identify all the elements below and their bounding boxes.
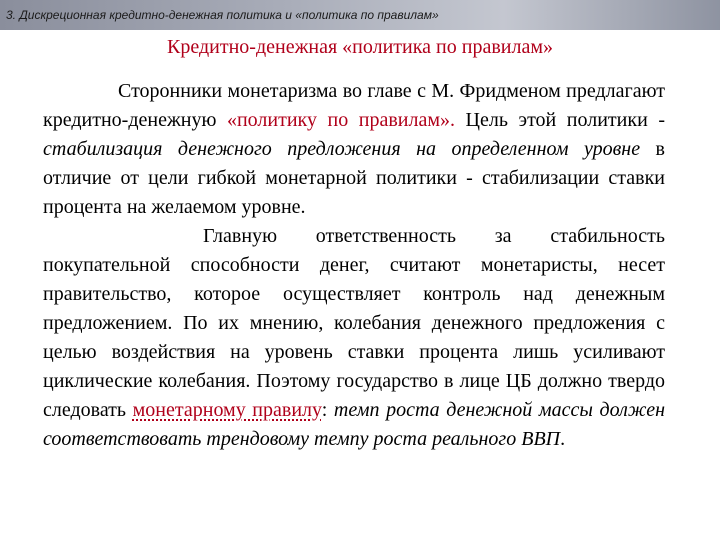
p1-text-3: Цель этой политики - — [454, 109, 665, 131]
paragraph-1 — [43, 77, 665, 222]
p1-text-5: в отличие от цели гибкой монетарной политики - стабилизации ставки процента на желаемом уровне. — [43, 138, 665, 218]
slide-body — [43, 77, 665, 454]
header-text: 3. Дискреционная кредитно-денежная политика и «политика по правилам» — [6, 8, 439, 22]
header-bar — [0, 0, 720, 30]
p1-policy-by-rules: «политику по правилам». — [226, 109, 455, 131]
p2-text-5: . — [560, 428, 566, 450]
slide-title: Кредитно-денежная «политика по правилам» — [167, 36, 553, 58]
p1-text-1: Сторонники монетаризма во главе с М. Фридменом предлагают кредитно-денежную — [43, 80, 665, 131]
p2-text-1: Главную ответственность за стабильность покупательной способности денег, считают монетаристы, несет правительство, которое осуществляет контроль над денежным предложением. По их мнению, колебания денежного предложения с целью воздействия на уровень ставки процента лишь усиливают циклические колебания. Поэтому государство в лице ЦБ должно твердо следовать — [43, 225, 665, 421]
p2-text-3: : — [321, 399, 334, 421]
p2-rule-italic: темп роста денежной массы должен соответствовать трендовому темпу роста реального ВВП — [43, 399, 666, 450]
paragraph-2 — [43, 222, 665, 454]
p1-goal-italic: стабилизация денежного предложения на определенном уровне — [43, 138, 641, 160]
p2-monetary-rule: монетарному правилу — [132, 399, 322, 421]
